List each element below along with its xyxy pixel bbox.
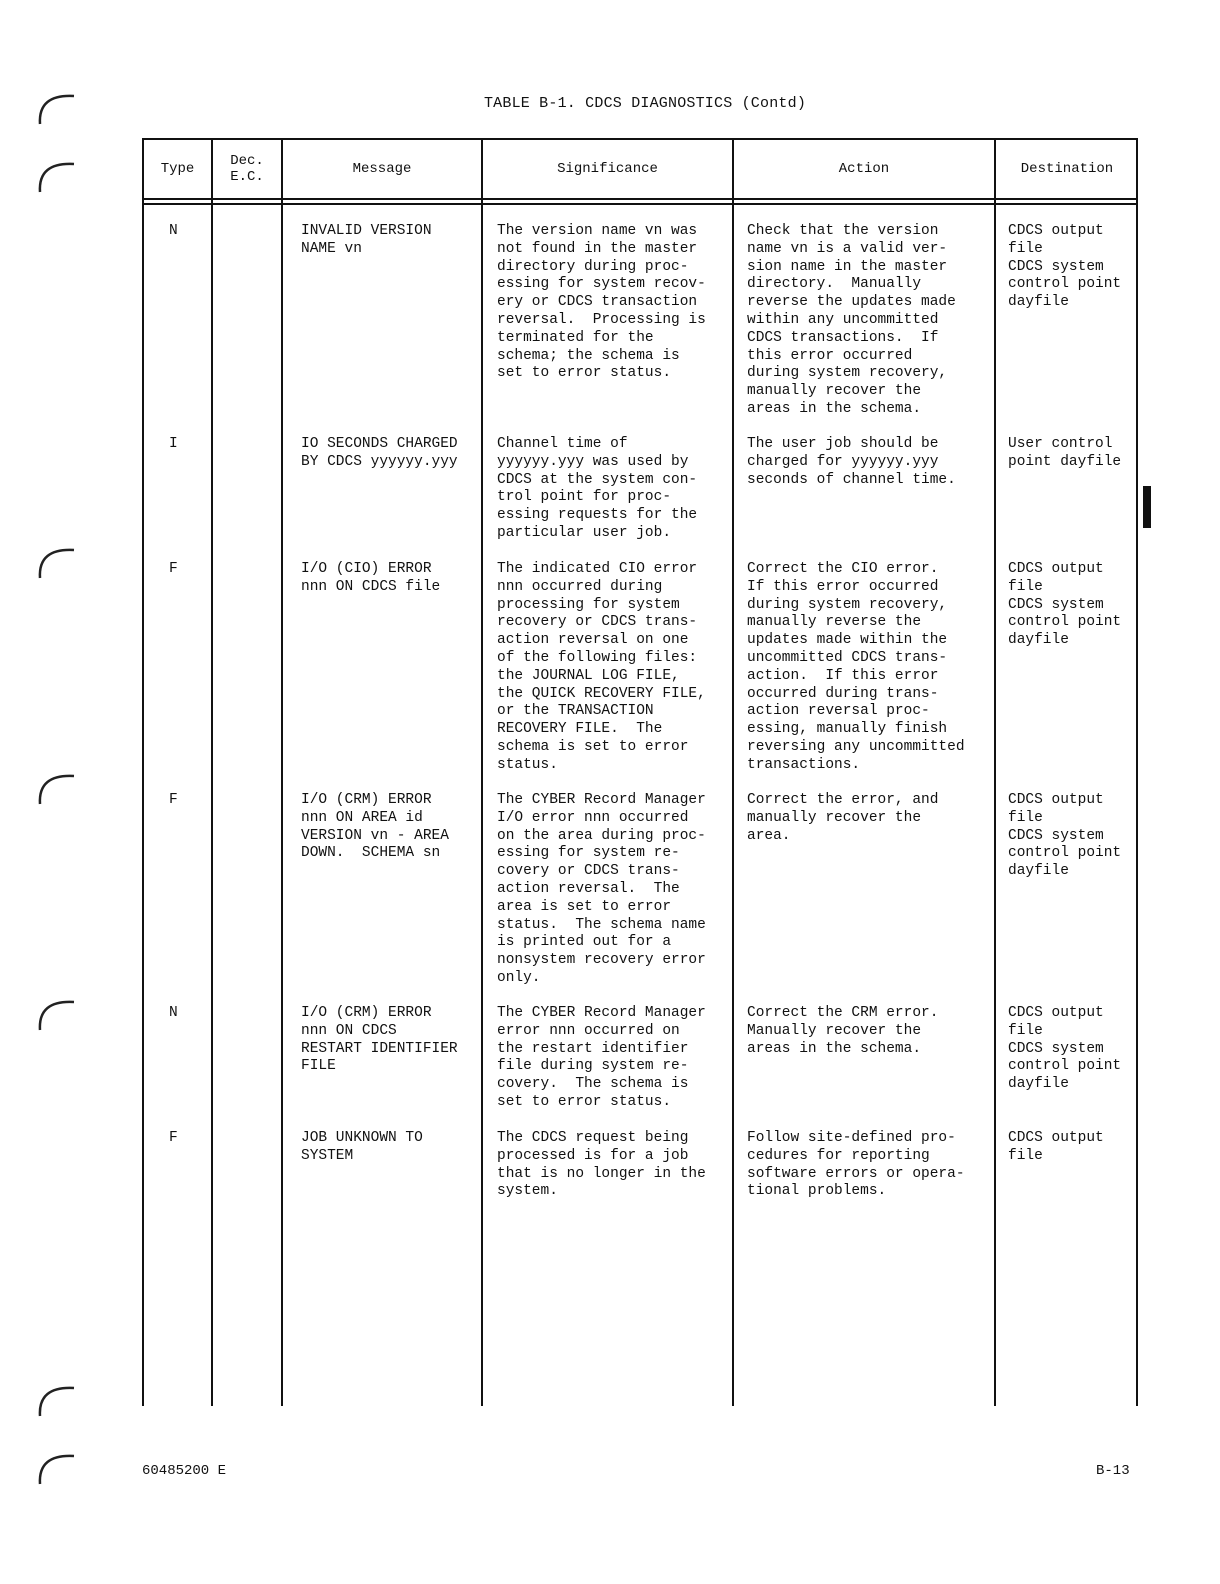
page-number: B-13 <box>1096 1463 1130 1479</box>
row-message: IO SECONDS CHARGED BY CDCS yyyyyy.yyy <box>301 436 458 470</box>
row-type: N <box>169 223 178 239</box>
row-significance: The CYBER Record Manager error nnn occurred on the restart identifier file during system re- covery. The schema is set to error status. <box>497 1005 706 1110</box>
binder-hole-mark <box>34 992 80 1032</box>
row-action: Correct the error, and manually recover the area. <box>747 792 939 844</box>
binder-hole-mark <box>34 540 80 580</box>
column-divider <box>481 140 483 1406</box>
row-action: Correct the CRM error. Manually recover the areas in the schema. <box>747 1005 939 1057</box>
change-bar <box>1143 486 1151 528</box>
row-type: F <box>169 561 178 577</box>
column-divider <box>211 140 213 1406</box>
row-destination: CDCS output file <box>1008 1130 1104 1164</box>
row-significance: Channel time of yyyyyy.yyy was used by CDCS at the system con- trol point for proc- essing requests for the particular user job. <box>497 436 698 541</box>
header-destination: Destination <box>1020 161 1114 177</box>
document-number: 60485200 E <box>142 1463 227 1479</box>
page-title: TABLE B-1. CDCS DIAGNOSTICS (Contd) <box>483 95 807 112</box>
row-message: INVALID VERSION NAME vn <box>301 223 432 257</box>
row-type: N <box>169 1005 178 1021</box>
row-type: F <box>169 792 178 808</box>
header-rule <box>144 198 1136 200</box>
row-significance: The CDCS request being processed is for a job that is no longer in the system. <box>497 1130 706 1200</box>
header-message: Message <box>352 161 412 177</box>
row-message: I/O (CIO) ERROR nnn ON CDCS file <box>301 561 441 595</box>
row-action: The user job should be charged for yyyyyy.yyy seconds of channel time. <box>747 436 956 488</box>
row-significance: The indicated CIO error nnn occurred during processing for system recovery or CDCS trans- action reversal on one of the following files: the JOURNAL LOG FILE, the QUICK RECOVERY FILE, or the TRANSACTION RECOVERY FILE. The schema is set to error status. <box>497 561 706 773</box>
header-rule <box>144 203 1136 205</box>
row-destination: CDCS output file CDCS system control point dayfile <box>1008 792 1122 880</box>
row-type: I <box>169 436 178 452</box>
row-destination: CDCS output file CDCS system control point dayfile <box>1008 1005 1122 1093</box>
row-action: Correct the CIO error. If this error occurred during system recovery, manually reverse the updates made within the uncommitted CDCS trans- action. If this error occurred during trans- action reversal proc- essing, manually finish reversing any uncommitted transactions. <box>747 561 965 773</box>
binder-hole-mark <box>34 766 80 806</box>
header-action: Action <box>838 161 890 177</box>
row-destination: CDCS output file CDCS system control point dayfile <box>1008 223 1122 311</box>
header-significance: Significance <box>557 161 658 177</box>
row-destination: User control point dayfile <box>1008 436 1122 470</box>
row-message: I/O (CRM) ERROR nnn ON CDCS RESTART IDENTIFIER FILE <box>301 1005 458 1075</box>
row-destination: CDCS output file CDCS system control point dayfile <box>1008 561 1122 649</box>
row-action: Follow site-defined pro- cedures for reporting software errors or opera- tional problems. <box>747 1130 965 1200</box>
binder-hole-mark <box>34 1378 80 1418</box>
row-action: Check that the version name vn is a valid ver- sion name in the master directory. Manually reverse the updates made within any uncommitted CDCS transactions. If this error occurred during system recovery, manually recover the areas in the schema. <box>747 223 956 417</box>
column-divider <box>732 140 734 1406</box>
binder-hole-mark <box>34 154 80 194</box>
header-dec-ec: Dec. E.C. <box>230 153 264 185</box>
row-significance: The CYBER Record Manager I/O error nnn occurred on the area during proc- essing for system re- covery or CDCS trans- action reversal. The area is set to error status. The schema name is printed out for a nonsystem recovery error only. <box>497 792 706 986</box>
row-message: I/O (CRM) ERROR nnn ON AREA id VERSION vn - AREA DOWN. SCHEMA sn <box>301 792 449 862</box>
binder-hole-mark <box>34 1446 80 1486</box>
diagnostics-table <box>142 138 1138 1406</box>
row-significance: The version name vn was not found in the master directory during proc- essing for system recov- ery or CDCS transaction reversal. Processing is terminated for the schema; the schema is set to error status. <box>497 223 706 382</box>
row-message: JOB UNKNOWN TO SYSTEM <box>301 1130 423 1164</box>
column-divider <box>281 140 283 1406</box>
row-type: F <box>169 1130 178 1146</box>
header-type: Type <box>160 161 195 177</box>
column-divider <box>994 140 996 1406</box>
